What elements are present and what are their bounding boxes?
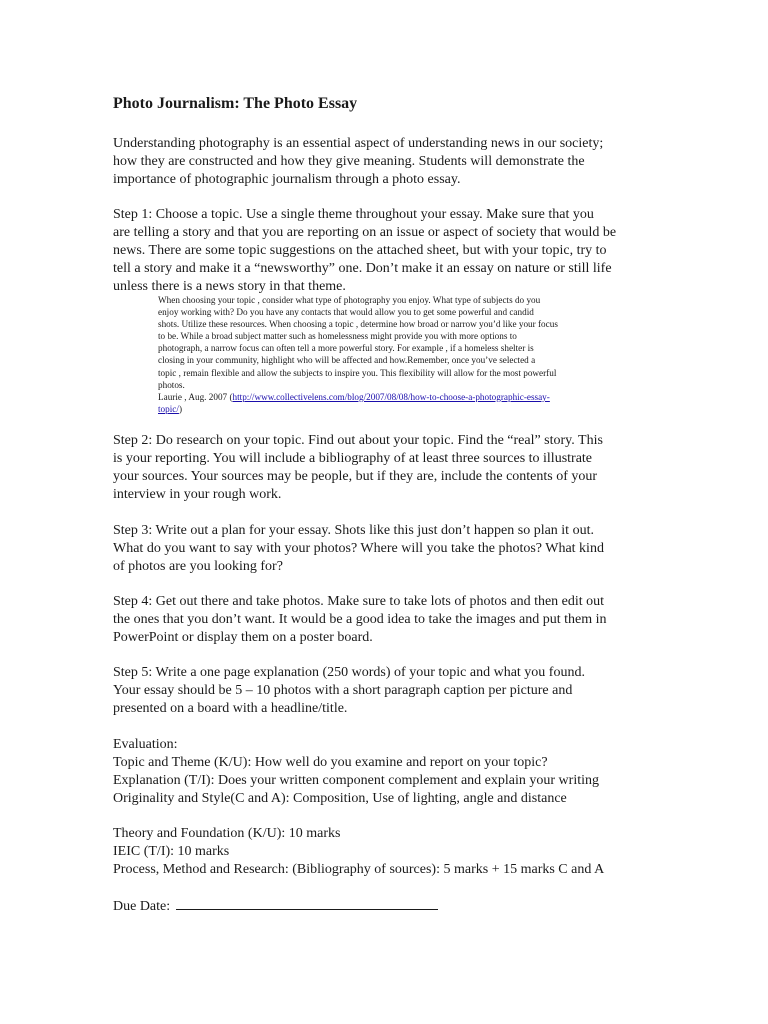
quote-line: to be. While a broad subject matter such as homelessness might provide you with more options to [158, 331, 517, 342]
quote-line: photograph, a narrow focus can often tell a more powerful story. For example , if a homeless shelter is [158, 343, 534, 354]
intro-line: Understanding photography is an essential aspect of understanding news in our society; [113, 136, 604, 151]
due-date-row [113, 897, 673, 916]
due-date-label: Due Date: [113, 899, 171, 914]
quote-line: enjoy working with? Do you have any contacts that would allow you to get some powerful and candid [158, 307, 534, 318]
step2-line: your sources. Your sources may be people, but if they are, include the contents of your [113, 469, 598, 484]
step2-line: Step 2: Do research on your topic. Find out about your topic. Find the “real” story. This [113, 433, 603, 448]
marks-line: IEIC (T/I): 10 marks [113, 844, 230, 859]
quote-line: topic , remain flexible and allow the subjects to inspire you. This flexibility will allow for the most powerful [158, 367, 557, 378]
step1-line: news. There are some topic suggestions on the attached sheet, but with your topic, try to [113, 243, 607, 258]
citation-link-continued[interactable]: topic/ [158, 403, 179, 414]
step4-paragraph [113, 593, 673, 647]
step4-line: Step 4: Get out there and take photos. Make sure to take lots of photos and then edit out [113, 594, 605, 609]
marks-line: Process, Method and Research: (Bibliography of sources): 5 marks + 15 marks C and A [113, 862, 605, 877]
step4-line: the ones that you don’t want. It would be a good idea to take the images and put them in [113, 612, 607, 627]
step3-paragraph [113, 522, 673, 576]
intro-line: importance of photographic journalism through a photo essay. [113, 172, 461, 187]
quote-line: shots. Utilize these resources. When choosing a topic , determine how broad or narrow you’d like your focus [158, 319, 558, 330]
citation-line [158, 403, 608, 415]
quote-line: photos. [158, 379, 185, 390]
evaluation-criterion: Topic and Theme (K/U): How well do you examine and report on your topic? [113, 755, 548, 770]
intro-line: how they are constructed and how they give meaning. Students will demonstrate the [113, 154, 585, 169]
step1-paragraph [113, 206, 673, 296]
citation-link[interactable]: http://www.collectivelens.com/blog/2007/08/08/how-to-choose-a-photographic-essay- [232, 391, 550, 402]
step5-paragraph [113, 664, 673, 718]
step1-line: Step 1: Choose a topic. Use a single theme throughout your essay. Make sure that you [113, 207, 594, 222]
evaluation-criterion: Explanation (T/I): Does your written component complement and explain your writing [113, 773, 599, 788]
evaluation-section [113, 736, 673, 808]
step3-line: What do you want to say with your photos? Where will you take the photos? What kind [113, 541, 604, 556]
page-title: Photo Journalism: The Photo Essay [113, 95, 358, 112]
citation-suffix: ) [178, 403, 182, 414]
quote-line: closing in your community, highlight who will be affected and how.Remember, once you’ve selected a [158, 355, 536, 366]
step1-line: tell a story and make it a “newsworthy” one. Don’t make it an essay on nature or still life [113, 261, 612, 276]
step4-line: PowerPoint or display them on a poster board. [113, 630, 373, 645]
marks-line: Theory and Foundation (K/U): 10 marks [113, 826, 341, 841]
step3-line: Step 3: Write out a plan for your essay. Shots like this just don’t happen so plan it out. [113, 523, 594, 538]
due-date-line [113, 897, 673, 916]
step5-line: Step 5: Write a one page explanation (250 words) of your topic and what you found. [113, 665, 585, 680]
citation-line [158, 391, 608, 403]
marks-section [113, 825, 673, 879]
intro-paragraph [113, 135, 673, 189]
due-date-blank [176, 897, 438, 910]
step3-line: of photos are you looking for? [113, 559, 283, 574]
step1-line: are telling a story and that you are reporting on an issue or aspect of society that would be [113, 225, 617, 240]
step2-line: interview in your rough work. [113, 487, 282, 502]
evaluation-heading: Evaluation: [113, 737, 178, 752]
step2-line: is your reporting. You will include a bibliography of at least three sources to illustrate [113, 451, 593, 466]
citation-prefix: Laurie , Aug. 2007 ( [158, 391, 233, 402]
step2-paragraph [113, 432, 673, 504]
step5-line: Your essay should be 5 – 10 photos with a short paragraph caption per picture and [113, 683, 573, 698]
evaluation-criterion: Originality and Style(C and A): Composition, Use of lighting, angle and distance [113, 791, 567, 806]
step1-line: unless there is a news story in that theme. [113, 279, 346, 294]
quote-line: When choosing your topic , consider what type of photography you enjoy. What type of subjects do you [158, 295, 541, 305]
block-quote [158, 294, 608, 415]
step5-line: presented on a board with a headline/title. [113, 701, 348, 716]
